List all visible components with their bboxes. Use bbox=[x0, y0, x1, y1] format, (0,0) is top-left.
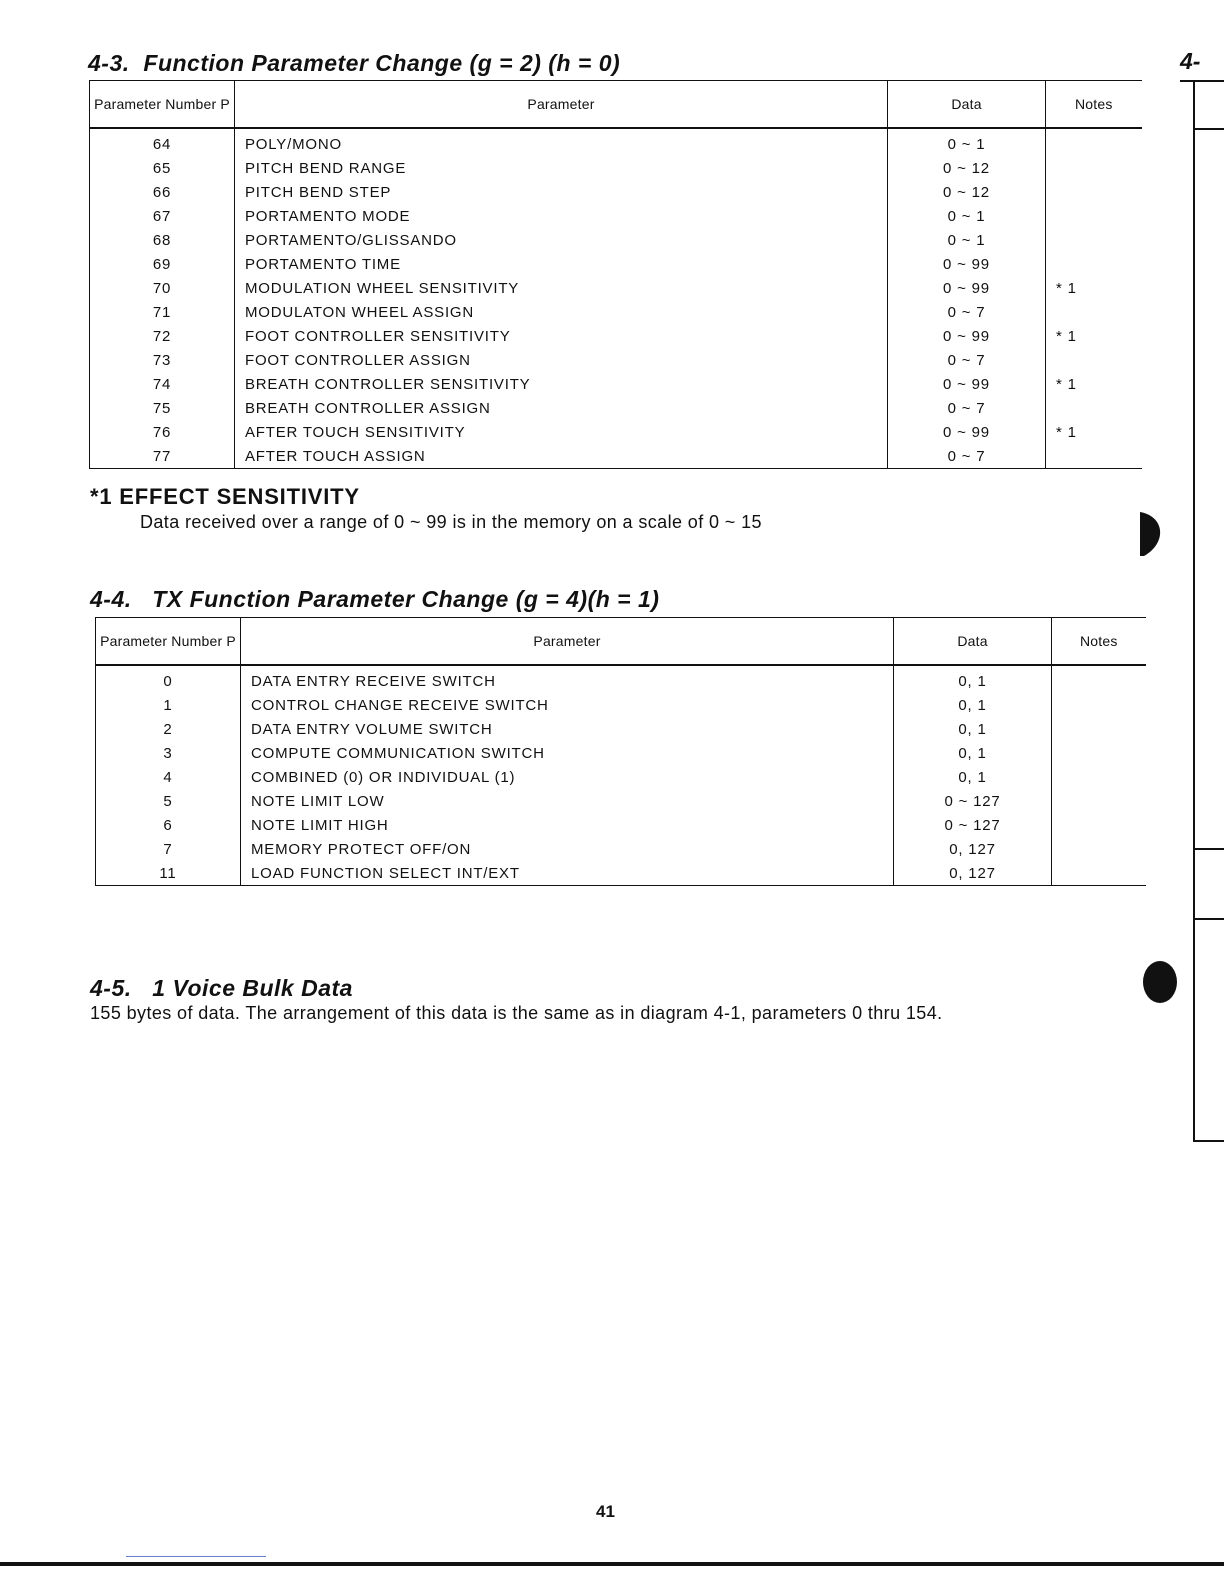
data-range-cell: 0 ~ 99 bbox=[888, 324, 1046, 348]
notes-cell bbox=[1052, 741, 1146, 765]
notes-cell bbox=[1046, 348, 1142, 372]
parameter-name-cell: DATA ENTRY VOLUME SWITCH bbox=[241, 717, 894, 741]
data-range-cell: 0 ~ 99 bbox=[888, 252, 1046, 276]
data-range-cell: 0, 1 bbox=[894, 765, 1052, 789]
table-row bbox=[96, 789, 1146, 813]
header-parameter: Parameter bbox=[235, 81, 888, 129]
parameter-number-cell: 75 bbox=[90, 396, 235, 420]
table-header-row bbox=[90, 81, 1142, 129]
voice-bulk-description: 155 bytes of data. The arrangement of this data is the same as in diagram 4-1, parameters 0 thru 154. bbox=[90, 1003, 943, 1023]
data-range-cell: 0, 1 bbox=[894, 717, 1052, 741]
data-range-cell: 0 ~ 127 bbox=[894, 789, 1052, 813]
parameter-name-cell: MEMORY PROTECT OFF/ON bbox=[241, 837, 894, 861]
data-range-cell: 0 ~ 7 bbox=[888, 444, 1046, 469]
data-range-cell: 0 ~ 7 bbox=[888, 300, 1046, 324]
parameter-number-cell: 76 bbox=[90, 420, 235, 444]
notes-cell bbox=[1052, 837, 1146, 861]
header-parameter: Parameter bbox=[241, 618, 894, 666]
section-4-5-title: 4-5. 1 Voice Bulk Data bbox=[90, 975, 353, 1001]
parameter-number-cell: 4 bbox=[96, 765, 241, 789]
table-row bbox=[90, 420, 1142, 444]
notes-cell bbox=[1046, 180, 1142, 204]
data-range-cell: 0 ~ 1 bbox=[888, 228, 1046, 252]
notes-cell bbox=[1046, 396, 1142, 420]
data-range-cell: 0 ~ 1 bbox=[888, 204, 1046, 228]
adjacent-page-rule bbox=[1193, 918, 1224, 920]
notes-cell bbox=[1052, 693, 1146, 717]
adjacent-page-rule bbox=[1193, 848, 1224, 850]
table-row bbox=[90, 348, 1142, 372]
parameter-number-cell: 71 bbox=[90, 300, 235, 324]
function-parameter-rows bbox=[90, 128, 1142, 469]
parameter-name-cell: DATA ENTRY RECEIVE SWITCH bbox=[241, 665, 894, 693]
notes-cell bbox=[1052, 717, 1146, 741]
table-row bbox=[90, 324, 1142, 348]
notes-cell: * 1 bbox=[1056, 423, 1077, 441]
binding-hole-mark bbox=[1138, 512, 1168, 556]
parameter-name-cell: PITCH BEND STEP bbox=[235, 180, 888, 204]
data-range-cell: 0 ~ 99 bbox=[888, 420, 1046, 444]
table-row bbox=[96, 837, 1146, 861]
parameter-name-cell: COMPUTE COMMUNICATION SWITCH bbox=[241, 741, 894, 765]
data-range-cell: 0 ~ 7 bbox=[888, 348, 1046, 372]
notes-cell bbox=[1046, 204, 1142, 228]
parameter-name-cell: NOTE LIMIT HIGH bbox=[241, 813, 894, 837]
table-row bbox=[90, 252, 1142, 276]
notes-cell: * 1 bbox=[1056, 327, 1077, 345]
table-row bbox=[90, 300, 1142, 324]
parameter-name-cell: PORTAMENTO/GLISSANDO bbox=[235, 228, 888, 252]
parameter-name-cell: AFTER TOUCH SENSITIVITY bbox=[235, 420, 888, 444]
parameter-number-cell: 67 bbox=[90, 204, 235, 228]
adjacent-page-edge bbox=[1193, 80, 1195, 1142]
data-range-cell: 0 ~ 12 bbox=[888, 180, 1046, 204]
notes-cell bbox=[1052, 665, 1146, 693]
function-parameter-table bbox=[89, 80, 1142, 469]
parameter-name-cell: LOAD FUNCTION SELECT INT/EXT bbox=[241, 861, 894, 886]
data-range-cell: 0, 1 bbox=[894, 665, 1052, 693]
parameter-number-cell: 77 bbox=[90, 444, 235, 469]
next-page-heading-fragment: 4- bbox=[1180, 48, 1201, 74]
table-header-row bbox=[96, 618, 1146, 666]
notes-cell bbox=[1046, 228, 1142, 252]
parameter-number-cell: 74 bbox=[90, 372, 235, 396]
table-row bbox=[96, 717, 1146, 741]
data-range-cell: 0, 127 bbox=[894, 837, 1052, 861]
tx-function-parameter-table bbox=[95, 617, 1146, 886]
data-range-cell: 0 ~ 99 bbox=[888, 276, 1046, 300]
effect-sensitivity-title: *1 EFFECT SENSITIVITY bbox=[90, 484, 360, 509]
parameter-number-cell: 7 bbox=[96, 837, 241, 861]
data-range-cell: 0, 127 bbox=[894, 861, 1052, 886]
binding-hole-mark bbox=[1142, 960, 1178, 1004]
parameter-name-cell: MODULATON WHEEL ASSIGN bbox=[235, 300, 888, 324]
table-row bbox=[90, 444, 1142, 469]
notes-cell: * 1 bbox=[1056, 375, 1077, 393]
scan-underline-artifact bbox=[126, 1556, 266, 1557]
adjacent-page-rule bbox=[1193, 1140, 1224, 1142]
header-notes: Notes bbox=[1052, 618, 1146, 666]
data-range-cell: 0, 1 bbox=[894, 693, 1052, 717]
parameter-name-cell: BREATH CONTROLLER ASSIGN bbox=[235, 396, 888, 420]
effect-sensitivity-description: Data received over a range of 0 ~ 99 is in the memory on a scale of 0 ~ 15 bbox=[140, 512, 762, 532]
table-row bbox=[90, 204, 1142, 228]
parameter-number-cell: 64 bbox=[90, 128, 235, 156]
parameter-number-cell: 66 bbox=[90, 180, 235, 204]
page-number: 41 bbox=[596, 1502, 615, 1521]
table-row bbox=[90, 276, 1142, 300]
parameter-number-cell: 1 bbox=[96, 693, 241, 717]
parameter-name-cell: AFTER TOUCH ASSIGN bbox=[235, 444, 888, 469]
parameter-number-cell: 69 bbox=[90, 252, 235, 276]
table-row bbox=[96, 665, 1146, 693]
table-row bbox=[96, 861, 1146, 886]
notes-cell bbox=[1046, 252, 1142, 276]
header-parameter-number: Parameter Number P bbox=[96, 618, 241, 666]
table-row bbox=[96, 693, 1146, 717]
table-row bbox=[90, 156, 1142, 180]
data-range-cell: 0 ~ 12 bbox=[888, 156, 1046, 180]
notes-cell bbox=[1046, 156, 1142, 180]
header-data: Data bbox=[888, 81, 1046, 129]
parameter-name-cell: POLY/MONO bbox=[235, 128, 888, 156]
table-row bbox=[90, 372, 1142, 396]
adjacent-page-rule bbox=[1193, 128, 1224, 130]
header-data: Data bbox=[894, 618, 1052, 666]
notes-cell: * 1 bbox=[1056, 279, 1077, 297]
notes-cell bbox=[1052, 765, 1146, 789]
notes-cell bbox=[1052, 861, 1146, 886]
parameter-name-cell: PORTAMENTO MODE bbox=[235, 204, 888, 228]
parameter-name-cell: CONTROL CHANGE RECEIVE SWITCH bbox=[241, 693, 894, 717]
parameter-name-cell: NOTE LIMIT LOW bbox=[241, 789, 894, 813]
notes-cell bbox=[1052, 813, 1146, 837]
page-bottom-edge bbox=[0, 1562, 1224, 1566]
parameter-number-cell: 3 bbox=[96, 741, 241, 765]
parameter-name-cell: BREATH CONTROLLER SENSITIVITY bbox=[235, 372, 888, 396]
tx-function-parameter-rows bbox=[96, 665, 1146, 886]
adjacent-page-rule bbox=[1180, 80, 1224, 82]
parameter-number-cell: 2 bbox=[96, 717, 241, 741]
table-row bbox=[96, 813, 1146, 837]
notes-cell bbox=[1046, 444, 1142, 469]
parameter-number-cell: 70 bbox=[90, 276, 235, 300]
parameter-name-cell: FOOT CONTROLLER SENSITIVITY bbox=[235, 324, 888, 348]
parameter-number-cell: 6 bbox=[96, 813, 241, 837]
data-range-cell: 0 ~ 1 bbox=[888, 128, 1046, 156]
parameter-number-cell: 72 bbox=[90, 324, 235, 348]
section-4-4-title: 4-4. TX Function Parameter Change (g = 4)(h = 1) bbox=[90, 586, 660, 612]
data-range-cell: 0, 1 bbox=[894, 741, 1052, 765]
data-range-cell: 0 ~ 127 bbox=[894, 813, 1052, 837]
header-notes: Notes bbox=[1046, 81, 1142, 129]
table-row bbox=[90, 180, 1142, 204]
parameter-number-cell: 11 bbox=[96, 861, 241, 886]
parameter-name-cell: MODULATION WHEEL SENSITIVITY bbox=[235, 276, 888, 300]
parameter-name-cell: PORTAMENTO TIME bbox=[235, 252, 888, 276]
table-row bbox=[90, 128, 1142, 156]
data-range-cell: 0 ~ 99 bbox=[888, 372, 1046, 396]
parameter-number-cell: 0 bbox=[96, 665, 241, 693]
header-parameter-number: Parameter Number P bbox=[90, 81, 235, 129]
section-4-3-title: 4-3. Function Parameter Change (g = 2) (h = 0) bbox=[88, 50, 621, 76]
parameter-number-cell: 68 bbox=[90, 228, 235, 252]
table-row bbox=[90, 396, 1142, 420]
notes-cell bbox=[1046, 300, 1142, 324]
table-row bbox=[96, 765, 1146, 789]
parameter-number-cell: 65 bbox=[90, 156, 235, 180]
parameter-name-cell: FOOT CONTROLLER ASSIGN bbox=[235, 348, 888, 372]
notes-cell bbox=[1046, 128, 1142, 156]
parameter-name-cell: PITCH BEND RANGE bbox=[235, 156, 888, 180]
parameter-name-cell: COMBINED (0) OR INDIVIDUAL (1) bbox=[241, 765, 894, 789]
data-range-cell: 0 ~ 7 bbox=[888, 396, 1046, 420]
parameter-number-cell: 5 bbox=[96, 789, 241, 813]
table-row bbox=[96, 741, 1146, 765]
parameter-number-cell: 73 bbox=[90, 348, 235, 372]
notes-cell bbox=[1052, 789, 1146, 813]
table-row bbox=[90, 228, 1142, 252]
